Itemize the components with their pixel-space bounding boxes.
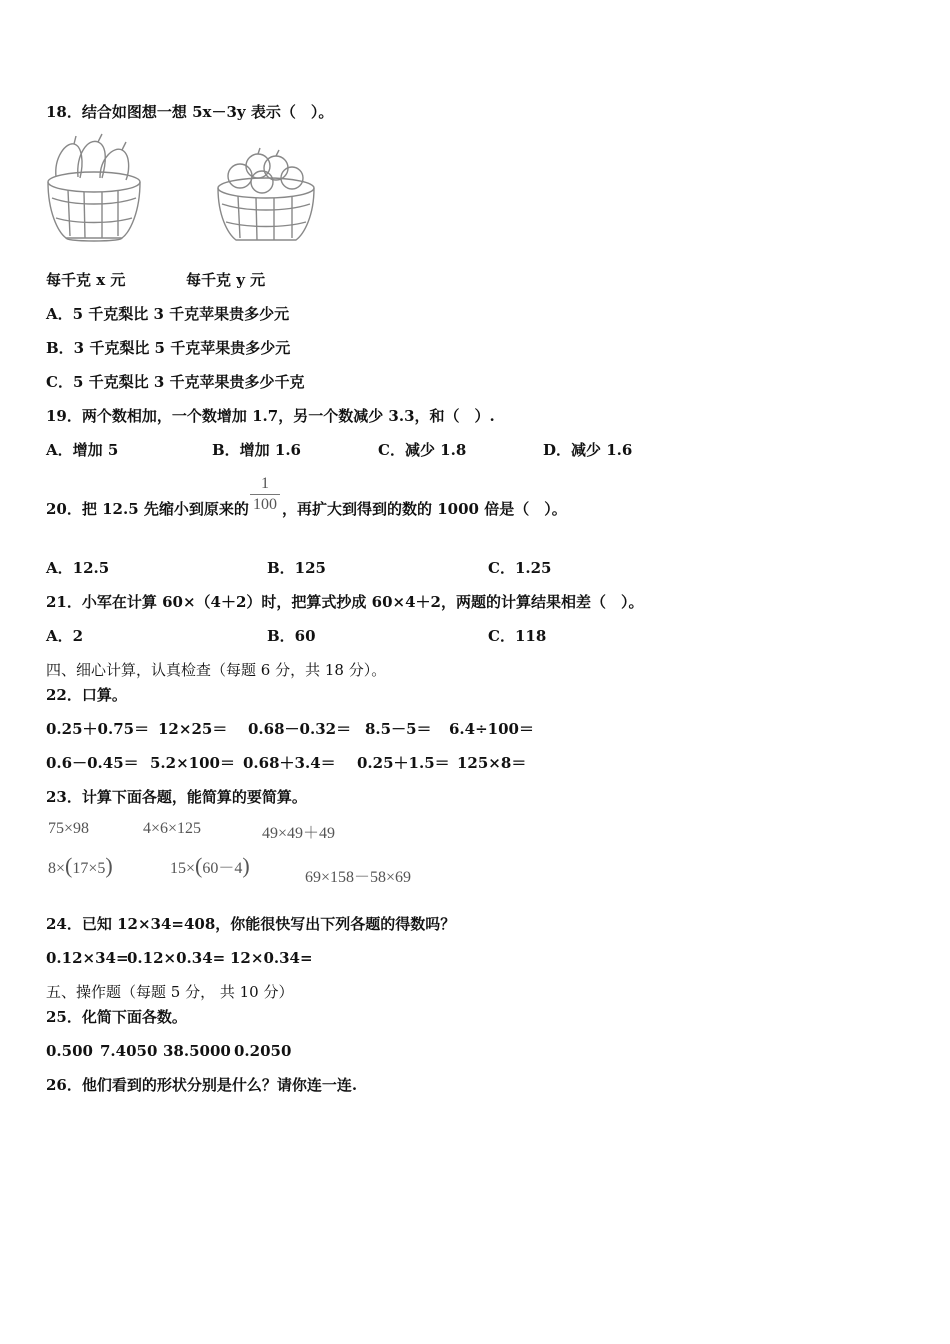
q22-item: 0.6－0.45＝ — [46, 754, 139, 772]
q23-title: 23．计算下面各题，能简算的要简算。 — [46, 788, 307, 806]
q22-item: 8.5－5＝ — [365, 720, 432, 738]
q22-item: 0.25＋0.75＝ — [46, 720, 150, 738]
q19-option-a: A．增加 5 — [46, 441, 119, 459]
fraction-numerator: 1 — [250, 474, 280, 495]
q20-fraction — [250, 474, 280, 515]
q20-option-b: B．125 — [267, 559, 326, 577]
apple-price-label: 每千克 y 元 — [186, 271, 266, 289]
q23-expression: 4×6×125 — [143, 820, 202, 837]
q19-title: 19．两个数相加，一个数增加 1.7，另一个数减少 3.3，和（ ）. — [46, 407, 495, 425]
expr-part: 15× — [170, 860, 196, 877]
q21-option-c: C．118 — [488, 627, 547, 645]
q23-expression: 49×49＋49 — [262, 825, 336, 842]
q25-item: 7.4050 — [100, 1042, 158, 1060]
section4-title: 四、细心计算，认真检查（每题 6 分，共 18 分）。 — [46, 661, 387, 679]
q23-expression: 69×158－58×69 — [305, 869, 412, 886]
q22-title: 22．口算。 — [46, 686, 127, 704]
q19-option-c: C．减少 1.8 — [378, 441, 467, 459]
q22-item: 5.2×100＝ — [150, 754, 235, 772]
q20-title-before: 20．把 12.5 先缩小到原来的 — [46, 500, 249, 518]
q23-expression: 75×98 — [48, 820, 90, 837]
q22-item: 6.4÷100＝ — [449, 720, 534, 738]
q25-item: 0.2050 — [234, 1042, 292, 1060]
right-paren: ) — [105, 853, 113, 878]
q24-item: 0.12×34= — [46, 949, 129, 967]
q24-item: 0.12×0.34= — [127, 949, 226, 967]
apple-basket-icon — [214, 146, 318, 246]
pear-basket-icon — [44, 132, 144, 244]
q25-title: 25．化简下面各数。 — [46, 1008, 187, 1026]
left-paren: ( — [65, 853, 73, 878]
q22-item: 0.25＋1.5＝ — [357, 754, 450, 772]
q18-title: 18．结合如图想一想 5x－3y 表示（ ）。 — [46, 103, 334, 121]
q24-title: 24．已知 12×34=408，你能很快写出下列各题的得数吗？ — [46, 915, 456, 933]
pear-price-label: 每千克 x 元 — [46, 271, 126, 289]
q22-item: 0.68＋3.4＝ — [243, 754, 336, 772]
q20-title-after: ，再扩大到得到的数的 1000 倍是（ ）。 — [282, 500, 567, 518]
section5-title: 五、操作题（每题 5 分， 共 10 分） — [46, 983, 294, 1001]
q26-title: 26．他们看到的形状分别是什么？请你连一连. — [46, 1076, 358, 1094]
q18-option-a: A．5 千克梨比 3 千克苹果贵多少元 — [46, 305, 290, 323]
q24-item: 12×0.34= — [230, 949, 313, 967]
q25-item: 0.500 — [46, 1042, 93, 1060]
q18-option-b: B．3 千克梨比 5 千克苹果贵多少元 — [46, 339, 291, 357]
expr-part: 60－4 — [202, 860, 243, 877]
q18-option-c: C．5 千克梨比 3 千克苹果贵多少千克 — [46, 373, 305, 391]
expr-part: 8× — [48, 860, 66, 877]
q22-item: 125×8＝ — [457, 754, 527, 772]
q21-option-b: B．60 — [267, 627, 316, 645]
q21-title: 21．小军在计算 60×（4＋2）时，把算式抄成 60×4＋2，两题的计算结果相差（ ）。 — [46, 593, 644, 611]
q25-item: 38.5000 — [163, 1042, 231, 1060]
q20-option-a: A．12.5 — [46, 559, 110, 577]
fraction-denominator: 100 — [253, 496, 277, 513]
q22-item: 12×25＝ — [158, 720, 228, 738]
left-paren: ( — [195, 853, 203, 878]
q19-option-b: B．增加 1.6 — [212, 441, 301, 459]
expr-part: 17×5 — [72, 860, 106, 877]
q22-item: 0.68－0.32＝ — [248, 720, 352, 738]
q19-option-d: D．减少 1.6 — [543, 441, 633, 459]
q20-option-c: C．1.25 — [488, 559, 552, 577]
q23-expression — [170, 853, 250, 879]
q23-expression — [48, 853, 113, 879]
right-paren: ) — [242, 853, 250, 878]
q21-option-a: A．2 — [46, 627, 84, 645]
